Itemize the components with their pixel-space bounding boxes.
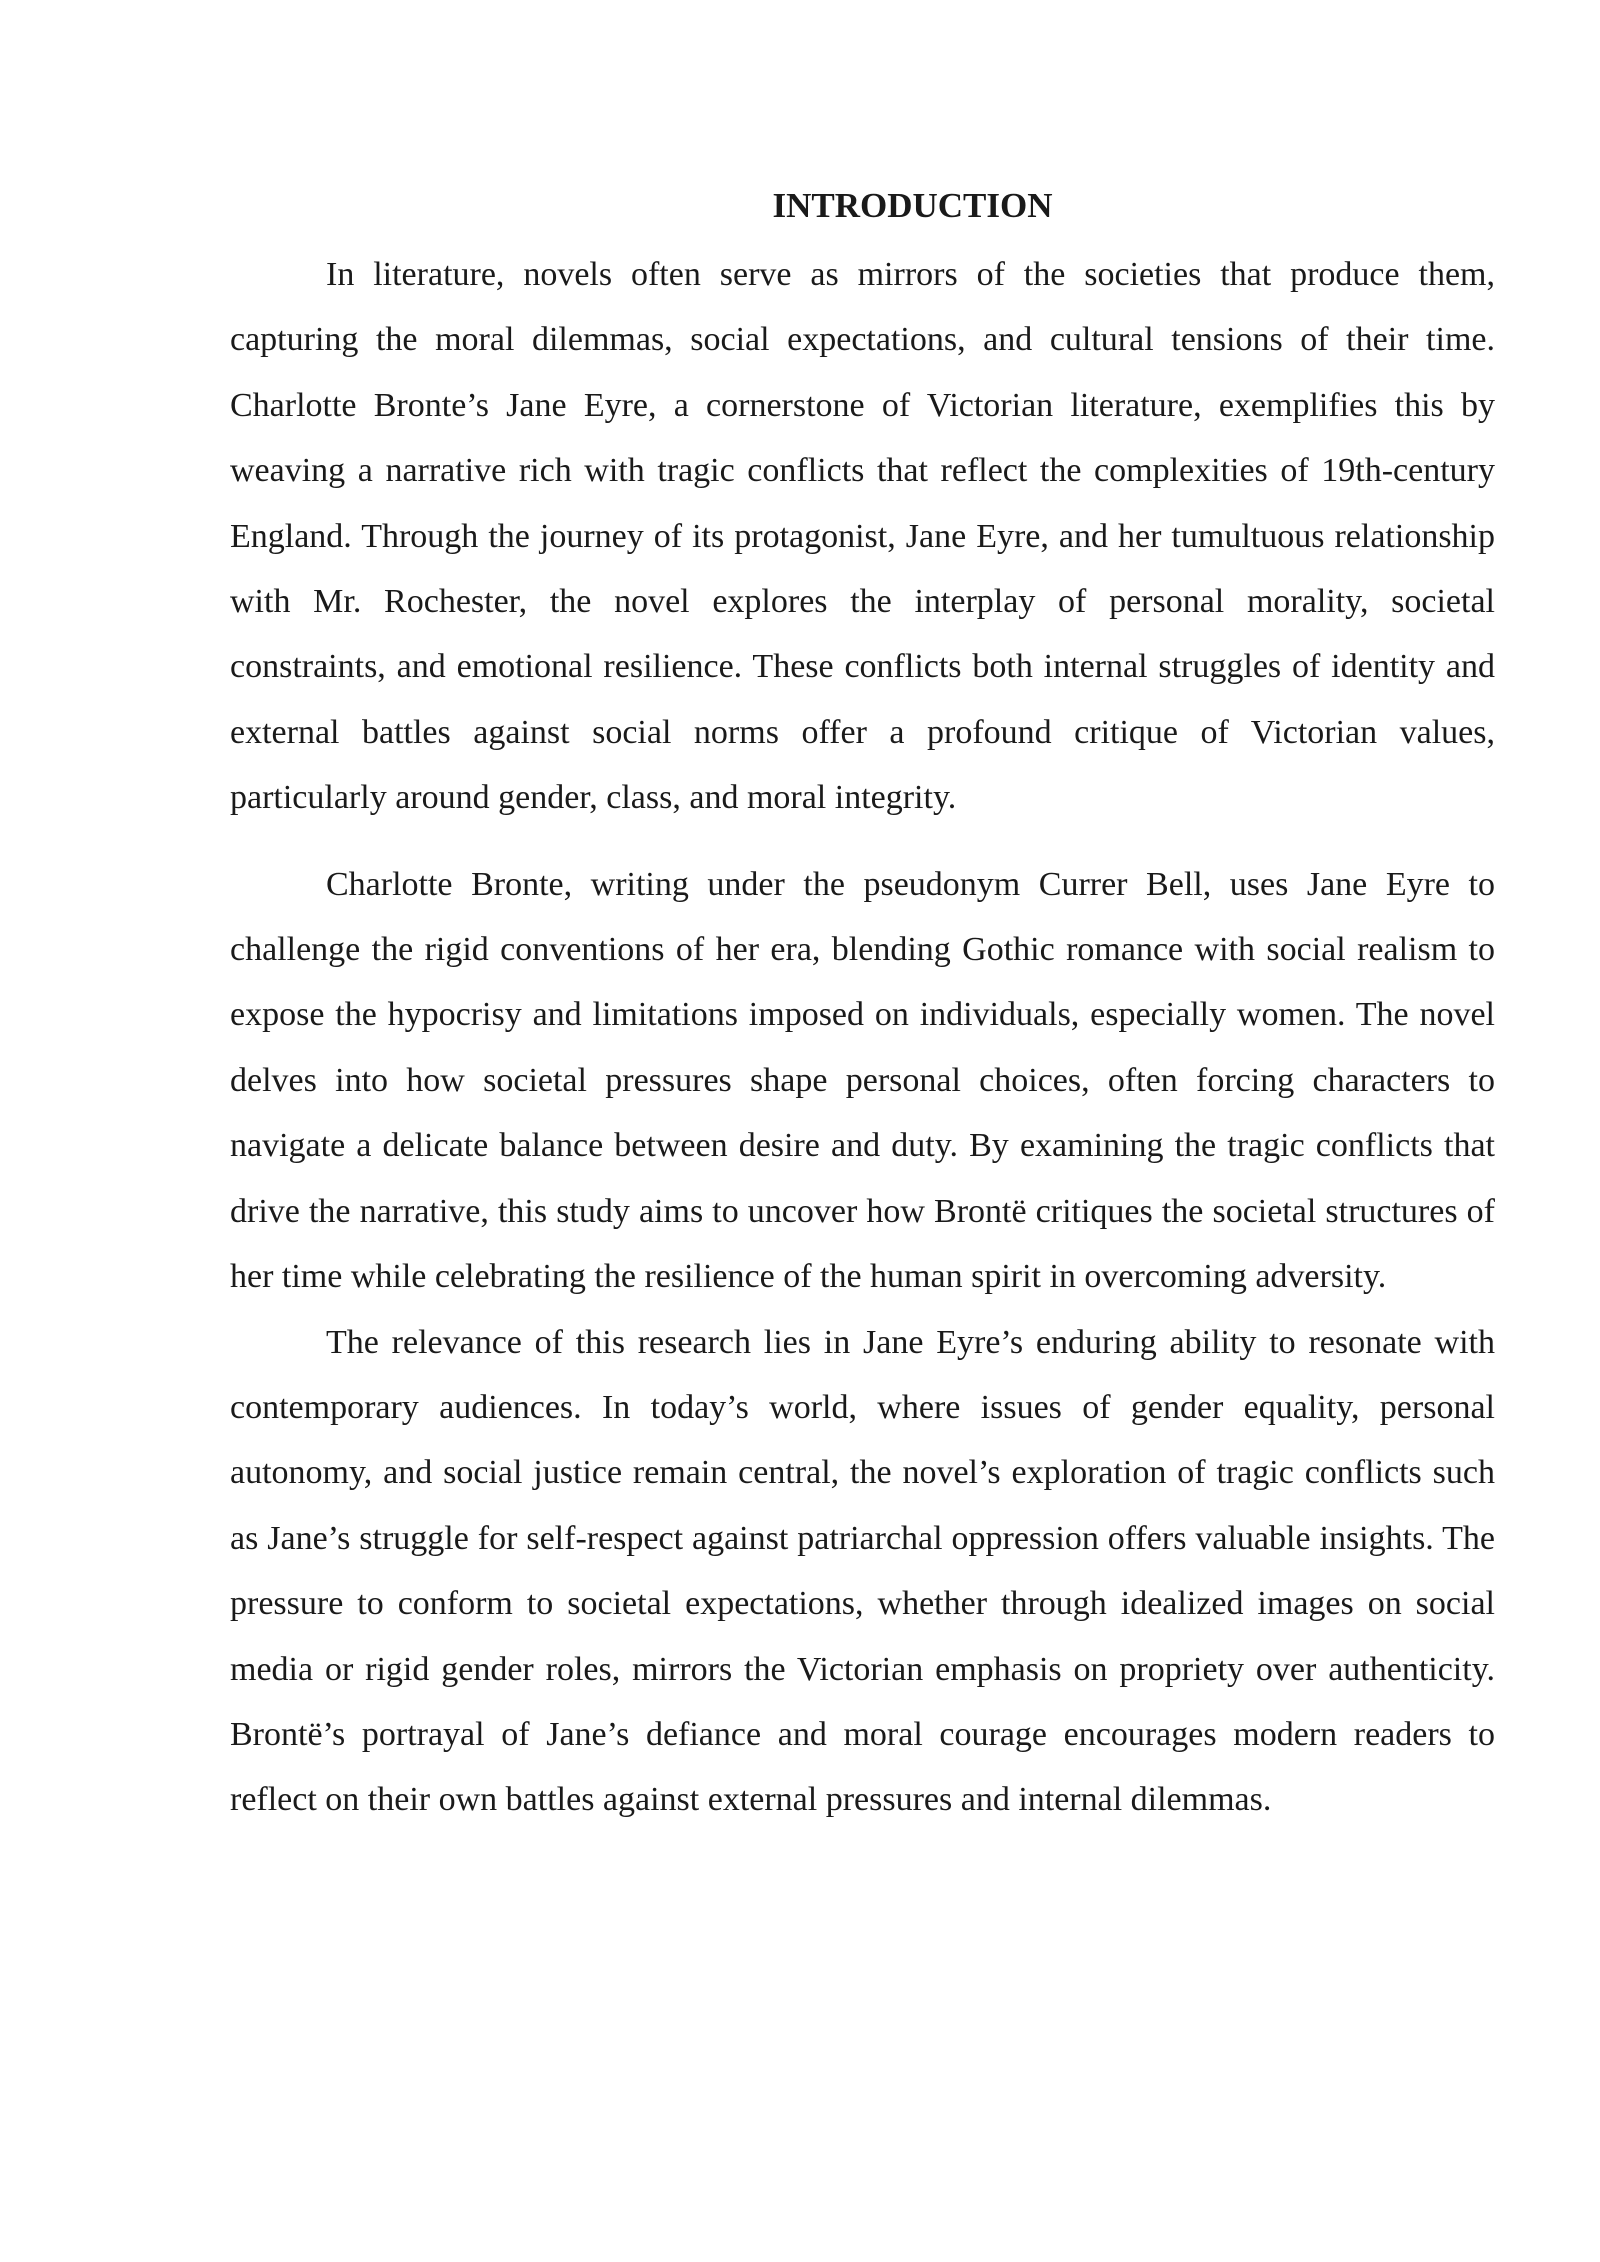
document-body [230, 178, 1495, 1833]
section-heading: INTRODUCTION [772, 186, 1053, 225]
paragraph-2: Charlotte Bronte, writing under the pseudonym Currer Bell, uses Jane Eyre to challenge the rigid conventions of her era, blending Gothic romance with social realism to expose the hypocrisy and limitations imposed on individuals, especially women. The novel delves into how societal pressures shape personal choices, often forcing characters to navigate a delicate balance between desire and duty. By examining the tragic conflicts that drive the narrative, this study aims to uncover how Brontë critiques the societal structures of her time while celebrating the resilience of the human spirit in overcoming adversity. [230, 865, 1495, 1296]
paragraph-3: The relevance of this research lies in Jane Eyre’s enduring ability to resonate with contemporary audiences. In today’s world, where issues of gender equality, personal autonomy, and social justice remain central, the novel’s exploration of tragic conflicts such as Jane’s struggle for self-respect against patriarchal oppression offers valuable insights. The pressure to conform to societal expectations, whether through idealized images on social media or rigid gender roles, mirrors the Victorian emphasis on propriety over authenticity. Brontë’s portrayal of Jane’s defiance and moral courage encourages modern readers to reflect on their own battles against external pressures and internal dilemmas. [230, 1323, 1495, 1819]
paragraph-1: In literature, novels often serve as mirrors of the societies that produce them, capturing the moral dilemmas, social expectations, and cultural tensions of their time. Charlotte Bronte’s Jane Eyre, a cornerstone of Victorian literature, exemplifies this by weaving a narrative rich with tragic conflicts that reflect the complexities of 19th-century England. Through the journey of its protagonist, Jane Eyre, and her tumultuous relationship with Mr. Rochester, the novel explores the interplay of personal morality, societal constraints, and emotional resilience. These conflicts both internal struggles of identity and external battles against social norms offer a profound critique of Victorian values, particularly around gender, class, and moral integrity. [230, 256, 1495, 817]
